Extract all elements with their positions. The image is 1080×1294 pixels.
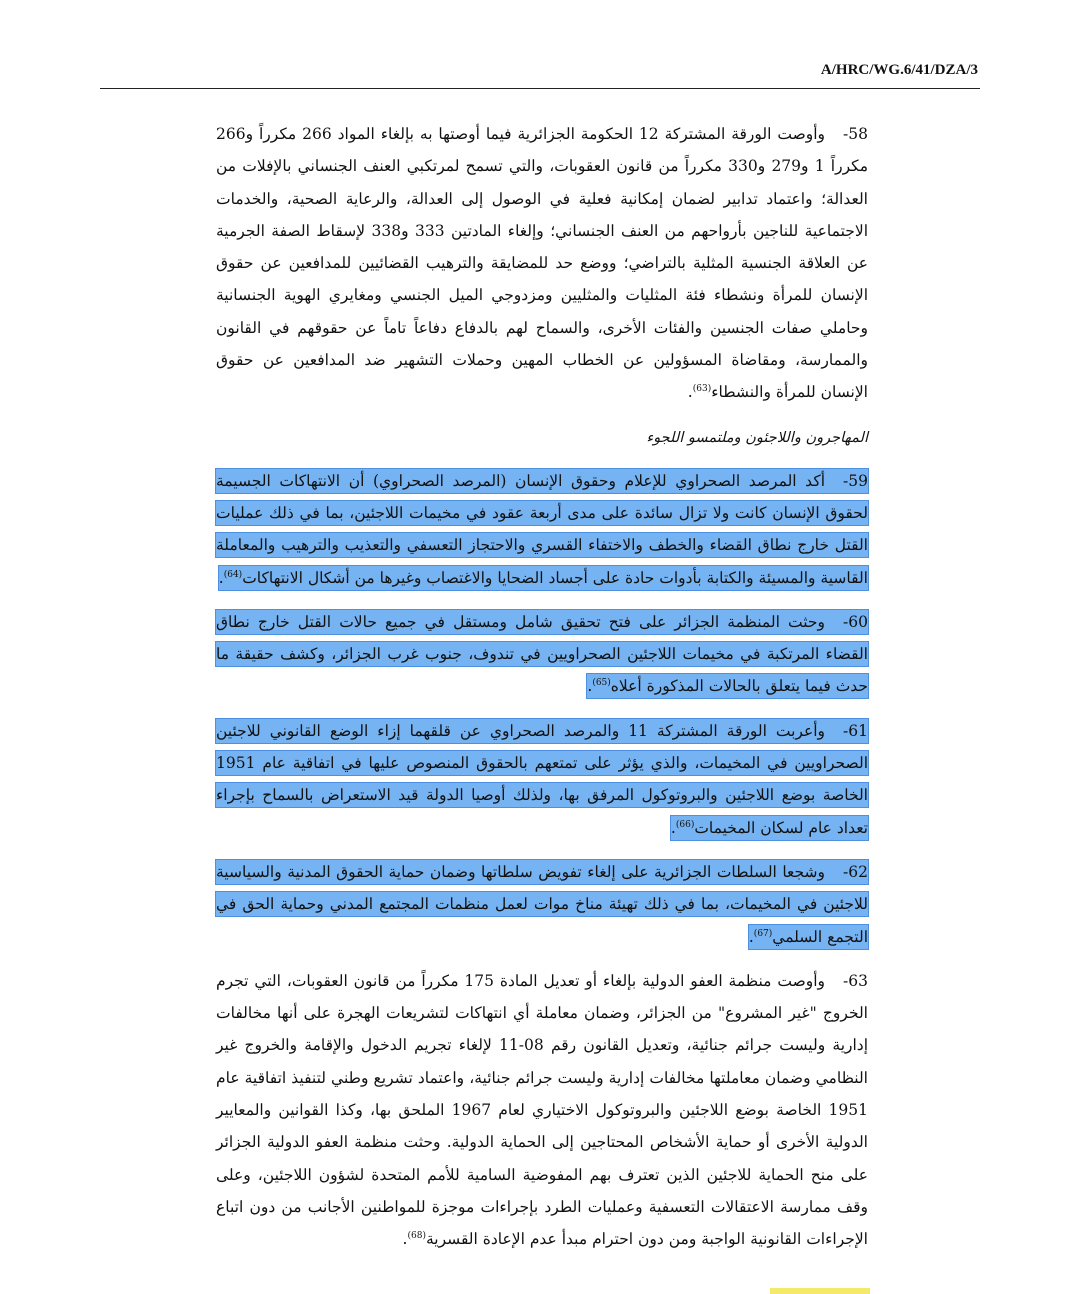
paragraph-number: 61- <box>843 721 868 740</box>
paragraph-text: وأعربت الورقة المشتركة 11 والمرصد الصحراوي عن قلقهما إزاء الوضع القانوني للاجئين الصحراويين في المخيمات، والذي يؤثر على تمتعهم بالحقوق المنصوص عليها في اتفاقية عام 1951 الخاصة بوضع اللاجئين والبروتوكول المرفق بها، ولذلك أوصيا الدولة قيد الاستعراض بالسماح بإجراء تعداد عام لسكان المخيمات <box>216 721 868 837</box>
text-selection[interactable]: 60-وحثت المنظمة الجزائر على فتح تحقيق شامل ومستقل في جميع حالات القتل خارج نطاق القضاء المرتكبة في مخيمات اللاجئين الصحراويين في تندوف، جنوب غرب الجزائر، وكشف حقيقة ما حدث فيما يتعلق بالحالات المذكورة أعلاه$^{(65)}$. <box>216 610 868 699</box>
paragraph-number: 59- <box>843 471 868 490</box>
paragraph-60 <box>216 606 868 703</box>
footnote-ref[interactable]: (63) <box>692 384 712 395</box>
text-selection[interactable]: 62-وشجعا السلطات الجزائرية على إلغاء تفويض سلطاتها وضمان حماية الحقوق المدنية والسياسية للاجئين في المخيمات، بما في ذلك تهيئة مناخ موات لعمل منظمات المجتمع المدني وحماية الحق في التجمع السلمي$^{(67)}$. <box>216 860 868 949</box>
paragraph-text: وشجعا السلطات الجزائرية على إلغاء تفويض سلطاتها وضمان حماية الحقوق المدنية والسياسية للاجئين في المخيمات، بما في ذلك تهيئة مناخ موات لعمل منظمات المجتمع المدني وحماية الحق في التجمع السلمي <box>216 862 868 946</box>
paragraph-59 <box>216 465 868 594</box>
paragraph-text: وأوصت الورقة المشتركة 12 الحكومة الجزائرية فيما أوصتها به بإلغاء المواد 266 مكرراً و266 مكرراً 1 و279 و330 مكرراً من قانون العقوبات، والتي تسمح لمرتكبي العنف الجنساني بالإفلات من العدالة؛ واعتماد تدابير لضمان إمكانية فعلية في الوصول إلى العدالة، والرعاية الصحية، والخدمات الاجتماعية للناجين بأرواحهم من العنف الجنساني؛ وإلغاء المادتين 333 و338 لإسقاط الصفة الجرمية عن العلاقة الجنسية المثلية بالتراضي؛ ووضع حد للمضايقة والترهيب القضائيين للمدافعين عن حقوق الإنسان للمرأة ونشطاء فئة المثليات والمثليين ومزدوجي الميل الجنسي ومغايري الهوية الجنسانية وحاملي صفات الجنسين والفئات الأخرى، والسماح لهم بالدفاع دفاعاً تاماً عن حقوقهم في القانون والممارسة، ومقاضاة المسؤولين عن الخطاب المهين وحملات التشهير ضد المدافعين عن حقوق الإنسان للمرأة والنشطاء <box>216 125 868 402</box>
section-heading: المهاجرون واللاجئون وملتمسو اللجوء <box>646 429 868 446</box>
document-symbol: A/HRC/WG.6/41/DZA/3 <box>820 62 978 78</box>
footnote-ref[interactable]: (68) <box>407 1231 426 1242</box>
paragraph-number: 62- <box>843 862 868 881</box>
paragraph-text: وحثت المنظمة الجزائر على فتح تحقيق شامل ومستقل في جميع حالات القتل خارج نطاق القضاء المرتكبة في مخيمات اللاجئين الصحراويين في تندوف، جنوب غرب الجزائر، وكشف حقيقة ما حدث فيما يتعلق بالحالات المذكورة أعلاه <box>216 612 868 696</box>
paragraph-text: أكد المرصد الصحراوي للإعلام وحقوق الإنسان (المرصد الصحراوي) أن الانتهاكات الجسيمة لحقوق الإنسان كانت ولا تزال سائدة على مدى أربعة عقود في مخيمات اللاجئين، بما في ذلك عمليات القتل خارج نطاق القضاء والخطف والاختفاء القسري والاحتجاز التعسفي والتعذيب والترهيب والمعاملة القاسية والمسيئة والكتابة بأدوات حادة على أجساد الضحايا والاغتصاب وغيرها من أشكال الانتهاكات <box>216 471 868 587</box>
paragraph-58: 58-وأوصت الورقة المشتركة 12 الحكومة الجزائرية فيما أوصتها به بإلغاء المواد 266 مكرراً و266 مكرراً 1 و279 و330 مكرراً من قانون العقوبات، والتي تسمح لمرتكبي العنف الجنساني بالإفلات من العدالة؛ واعتماد تدابير لضمان إمكانية فعلية في الوصول إلى العدالة، والرعاية الصحية، والخدمات الاجتماعية للناجين بأرواحهم من العنف الجنساني؛ وإلغاء المادتين 333 و338 لإسقاط الصفة الجرمية عن العلاقة الجنسية المثلية بالتراضي؛ ووضع حد للمضايقة والترهيب القضائيين للمدافعين عن حقوق الإنسان للمرأة ونشطاء فئة المثليات والمثليين ومزدوجي الميل الجنسي ومغايري الهوية الجنسانية وحاملي صفات الجنسين والفئات الأخرى، والسماح لهم بالدفاع دفاعاً تاماً عن حقوقهم في القانون والممارسة، ومقاضاة المسؤولين عن الخطاب المهين وحملات التشهير ضد المدافعين عن حقوق الإنسان للمرأة والنشطاء$^{(63)}$. <box>216 118 868 409</box>
text-selection[interactable]: 59-أكد المرصد الصحراوي للإعلام وحقوق الإنسان (المرصد الصحراوي) أن الانتهاكات الجسيمة لحقوق الإنسان كانت ولا تزال سائدة على مدى أربعة عقود في مخيمات اللاجئين، بما في ذلك عمليات القتل خارج نطاق القضاء والخطف والاختفاء القسري والاحتجاز التعسفي والتعذيب والترهيب والمعاملة القاسية والمسيئة والكتابة بأدوات حادة على أجساد الضحايا والاغتصاب وغيرها من أشكال الانتهاكات$^{(64)}$. <box>216 469 868 590</box>
document-body <box>216 118 868 1256</box>
paragraph-number: 63- <box>843 971 868 990</box>
paragraph-number: 58- <box>843 125 869 143</box>
footnote-ref[interactable]: (67) <box>753 928 773 939</box>
footnote-ref[interactable]: (65) <box>592 678 611 689</box>
text-selection[interactable]: 61-وأعربت الورقة المشتركة 11 والمرصد الصحراوي عن قلقهما إزاء الوضع القانوني للاجئين الصحراويين في المخيمات، والذي يؤثر على تمتعهم بالحقوق المنصوص عليها في اتفاقية عام 1951 الخاصة بوضع اللاجئين والبروتوكول المرفق بها، ولذلك أوصيا الدولة قيد الاستعراض بالسماح بإجراء تعداد عام لسكان المخيمات$^{(66)}$. <box>216 719 868 840</box>
header-rule <box>100 88 980 89</box>
paragraph-63: 63-وأوصت منظمة العفو الدولية بإلغاء أو تعديل المادة 175 مكرراً من قانون العقوبات، التي تجرم الخروج "غير المشروع" من الجزائر، وضمان معاملة أي انتهاكات لتشريعات الهجرة على أنها مخالفات إدارية وليست جرائم جنائية، وتعديل القانون رقم 08-11 لإلغاء تجريم الدخول والإقامة والخروج غير النظامي وضمان معاملتها مخالفات إدارية وليست جرائم جنائية، واعتماد تشريع وطني لتنفيذ اتفاقية عام 1951 الخاصة بوضع اللاجئين والبروتوكول الاختياري لعام 1967 الملحق بها، وكذا القوانين والمعايير الدولية الأخرى أو حماية الأشخاص المحتاجين إلى الحماية الدولية. وحثت منظمة العفو الدولية الجزائر على منح الحماية للاجئين الذين تعترف بهم المفوضية السامية للأمم المتحدة لشؤون اللاجئين، وعلى وقف ممارسة الاعتقالات التعسفية وعمليات الطرد بإجراءات موجزة للمواطنين الأجانب من دون اتباع الإجراءات القانونية الواجبة ومن دون احترام مبدأ عدم الإعادة القسرية$^{(68)}$. <box>216 965 868 1256</box>
footnote-ref[interactable]: (64) <box>223 569 243 580</box>
footnote-ref[interactable]: (66) <box>675 819 695 830</box>
paragraph-61 <box>216 715 868 844</box>
paragraph-number: 60- <box>843 612 868 631</box>
paragraph-62 <box>216 856 868 953</box>
yellow-highlight-mark <box>770 1288 870 1294</box>
paragraph-text: وأوصت منظمة العفو الدولية بإلغاء أو تعديل المادة 175 مكرراً من قانون العقوبات، التي تجرم الخروج "غير المشروع" من الجزائر، وضمان معاملة أي انتهاكات لتشريعات الهجرة على أنها مخالفات إدارية وليست جرائم جنائية، وتعديل القانون رقم 08-11 لإلغاء تجريم الدخول والإقامة والخروج غير النظامي وضمان معاملتها مخالفات إدارية وليست جرائم جنائية، واعتماد تشريع وطني لتنفيذ اتفاقية عام 1951 الخاصة بوضع اللاجئين والبروتوكول الاختياري لعام 1967 الملحق بها، وكذا القوانين والمعايير الدولية الأخرى أو حماية الأشخاص المحتاجين إلى الحماية الدولية. وحثت منظمة العفو الدولية الجزائر على منح الحماية للاجئين الذين تعترف بهم المفوضية السامية للأمم المتحدة لشؤون اللاجئين، وعلى وقف ممارسة الاعتقالات التعسفية وعمليات الطرد بإجراءات موجزة للمواطنين الأجانب من دون اتباع الإجراءات القانونية الواجبة ومن دون احترام مبدأ عدم الإعادة القسرية <box>216 971 869 1249</box>
